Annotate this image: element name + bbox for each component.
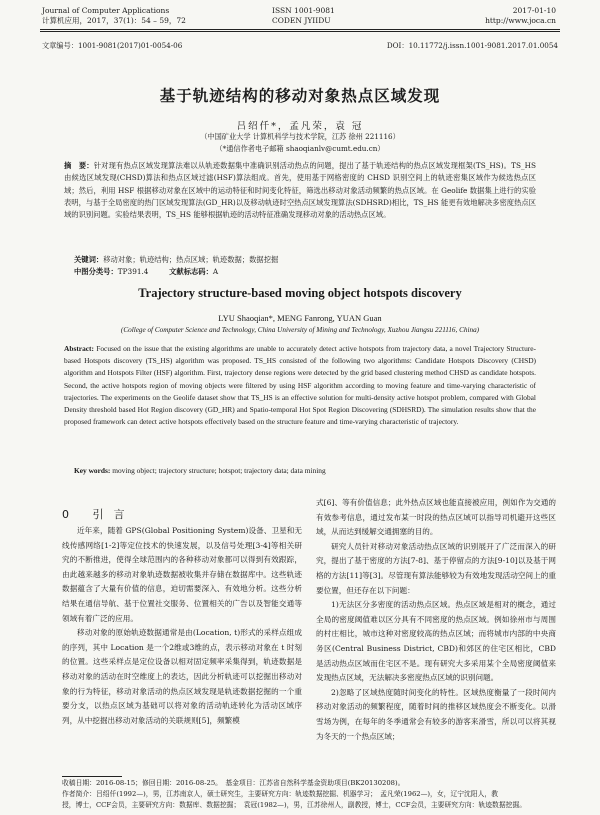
- header-rule-top: [40, 29, 560, 30]
- body-paragraph: 2)忽略了区域热度随时间变化的特性。区域热度衡量了一段时间内移动对象活动的频繁程度，随着时间的推移区域热度会不断变化。以滑雪场为例，在每年的冬季通常会有较多的游客来滑雪，所以可以将其视为冬天的一个热点区域；: [316, 687, 556, 741]
- journal-header-right: [485, 6, 556, 26]
- section-heading-introduction: 0 引言: [62, 508, 135, 521]
- journal-url: http://www.joca.cn: [485, 16, 556, 25]
- body-paragraph: 移动对象的原始轨迹数据通常是由(Location, t)形式的采样点组成的序列，其中 Location 是一个2维或3维的点，表示移动对象在 t 时刻的位置。这些采样点是定位设备以相对固定频率采集得到，轨迹数据是移动对象的活动在时空维度上的表达，因此分析轨迹可以挖掘出移动对象的行为特征，移动对象活动的热点区域发现是轨迹数据挖掘的一个重要分支，以热点区域为基础可以将对象的活动轨迹转化为活动区域序列，从中挖掘出移动对象活动的关联规则[5]，频繁模: [62, 628, 302, 725]
- journal-name-en: Journal of Computer Applications: [42, 6, 170, 15]
- abstract-cn-label: 摘 要：: [64, 161, 94, 170]
- abstract-en-label: Abstract:: [64, 344, 94, 353]
- issue-date: 2017-01-10: [512, 6, 556, 15]
- footnote-author-bio-cont: 授，博士，CCF会员，主要研究方向：数据库、数据挖掘； 袁冠(1982—)，男，江苏徐州人，副教授，博士，CCF会员，主要研究方向：轨迹数据挖掘。: [62, 801, 527, 809]
- journal-header-mid: [272, 6, 335, 26]
- body-paragraph: 近年来，随着 GPS(Global Positioning System)设备、卫星和无线传感网络[1-2]等定位技术的快速发展，以及信号处理[3-4]等相关研究的不断推进，使得全球范围内的各种移动对象都可以得到有效跟踪，由此越来越多的移动对象轨迹数据被收集并存储在数据库中。这些轨迹数据蕴含了大量有价值的信息，迫切需要深入、有效地分析。这些分析结果在通信导航、基于位置社交服务、位置相关的广告以及智能交通等领域有着广泛的应用。: [62, 526, 302, 623]
- issn: ISSN 1001-9081: [272, 6, 335, 15]
- footnote-rule: [62, 776, 122, 777]
- footnote-author-bio: 作者简介：吕绍仟(1992—)，男，江苏南京人，硕士研究生，主要研究方向：轨迹数据挖掘、机器学习； 孟凡荣(1962—)，女，辽宁沈阳人，教: [62, 790, 499, 798]
- title-cn: 基于轨迹结构的移动对象热点区域发现: [159, 87, 441, 105]
- journal-header-left: [42, 6, 186, 26]
- keywords-en-text: moving object; trajectory structure; hotspot; trajectory data; data mining: [112, 466, 326, 475]
- clc-code: TP391.4: [117, 267, 149, 276]
- body-paragraph: 1)无法区分多密度的活动热点区域。热点区域是相对的概念，通过全局的密度阈值难以区分具有不同密度的热点区域。例如徐州市与周围的村庄相比，城市这种对密度较高的热点区域；而将城市内部的中央商务区(Central Business District, CBD)和郊区的住宅区相比，CBD 是活动热点区域而住宅区不是。现有研究大多采用某个全局密度阈值来发现热点区域，无法解决多密度热点区域的识别问题。: [316, 600, 556, 683]
- doc-code: A: [212, 267, 219, 276]
- authors-en: LYU Shaoqian*, MENG Fanrong, YUAN Guan: [218, 313, 382, 323]
- coden: CODEN JYIIDU: [272, 16, 331, 25]
- title-en: Trajectory structure-based moving object hotspots discovery: [138, 286, 462, 300]
- doc-code-label: 文献标志码：: [169, 267, 213, 276]
- body-column-left: [62, 524, 302, 774]
- article-number: 文章编号：1001-9081(2017)01-0054-06: [42, 41, 183, 50]
- journal-citation-cn: 计算机应用，2017，37(1)：54 – 59，72: [42, 16, 186, 25]
- abstract-cn: [64, 160, 536, 257]
- keywords-cn-text: 移动对象；轨迹结构；热点区域；轨迹数据；数据挖掘: [103, 255, 279, 264]
- doi: DOI：10.11772/j.issn.1001-9081.2017.01.0054: [386, 41, 558, 50]
- abstract-en-text: Focused on the issue that the existing algorithms are unable to accurately detect active hotspots from trajectory data, a novel Trajectory Structure-based Hotspots discovery (TS_HS) algorithm was proposed. TS_HS consisted of the following two algorithms: Candidate Hotspots Discovery (CHSD) algorithm and Hotspots Filter (HSF) algorithm. First, trajectory dense regions were detected by the grid based clustering method CHSD as candidate hotspots. Second, the active hotspots region of moving objects were filtered by using HSF algorithm according to moving feature and time-varying characteristic of trajectories. The experiments on the Geolife dataset show that TS_HS is an effective solution for multi-density active hotspot problem, compared with Global Density threshold based Hot Region discovery (GD_HR) and Spatio-temporal Hot Spot Region Discovering (SDHSRD). The simulation results show that the proposed framework can detect active hotspots effectively based on the structure feature and time-varying characteristic of trajectory.: [64, 344, 536, 427]
- affiliation-en: (College of Computer Science and Technology, China University of Mining and Technology, Xuzhou Jiangsu 221116, China): [120, 326, 480, 334]
- abstract-cn-text: 针对现有热点区域发现算法难以从轨迹数据集中准确识别活动热点的问题，提出了基于轨迹结构的热点区域发现框架(TS_HS)。TS_HS 由候选区域发现(CHSD)算法和热点区域过滤(HSF)算法组成。首先，使用基于网格密度的 CHSD 识别空间上的轨迹密集区域作为候选热点区域；然后，利用 HSF 根据移动对象在区域中的运动特征和时间变化特征，筛选出移动对象活动频繁的热点区域。在 Geolife 数据集上进行的实验表明，与基于全局密度的热门区域发现算法(GD_HR)以及移动轨迹时空热点区域发现算法(SDHSRD)相比，TS_HS 能更有效地解决多密度热点区域的识别问题。实验结果表明，TS_HS 能够根据轨迹的活动特征准确发现移动对象的活动热点区域。: [64, 161, 536, 220]
- corresponding-email-cn: （*通信作者电子邮箱 shaoqianlv@cumt.edu.cn）: [215, 144, 385, 153]
- body-paragraph: 研究人员针对移动对象活动热点区域的识别展开了广泛而深入的研究，提出了基于密度的方法[7-8]、基于停留点的方法[9-10]以及基于网格的方法[11]等[3]。尽管现有算法能够较为有效地发现活动空间上的重要位置，但还存在以下问题：: [316, 541, 556, 595]
- keywords-cn-label: 关键词：: [74, 255, 104, 264]
- authors-cn: 吕绍仟*，孟凡荣，袁 冠: [236, 121, 364, 132]
- header-rule-bottom: [40, 31, 560, 32]
- body-column-right: [316, 496, 556, 774]
- footnote-received: 收稿日期：2016-08-15；修回日期：2016-08-25。 基金项目：江苏省自然科学基金资助项目(BK20130208)。: [62, 779, 405, 787]
- abstract-en: [64, 343, 536, 465]
- keywords-cn: [74, 255, 278, 265]
- keywords-en-label: Key words:: [74, 466, 111, 475]
- clc-label: 中图分类号：: [74, 267, 118, 276]
- body-paragraph: 式[6]、等有价值信息；此外热点区域也能直接被应用，例如作为交通的有效参考信息，通过发布某一时段的热点区域可以指导司机避开这些区域，从而达到缓解交通拥塞的目的。: [316, 498, 556, 537]
- affiliation-cn: （中国矿业大学 计算机科学与技术学院，江苏 徐州 221116）: [200, 132, 400, 141]
- classification-cn: [74, 267, 218, 277]
- keywords-en: [74, 466, 326, 475]
